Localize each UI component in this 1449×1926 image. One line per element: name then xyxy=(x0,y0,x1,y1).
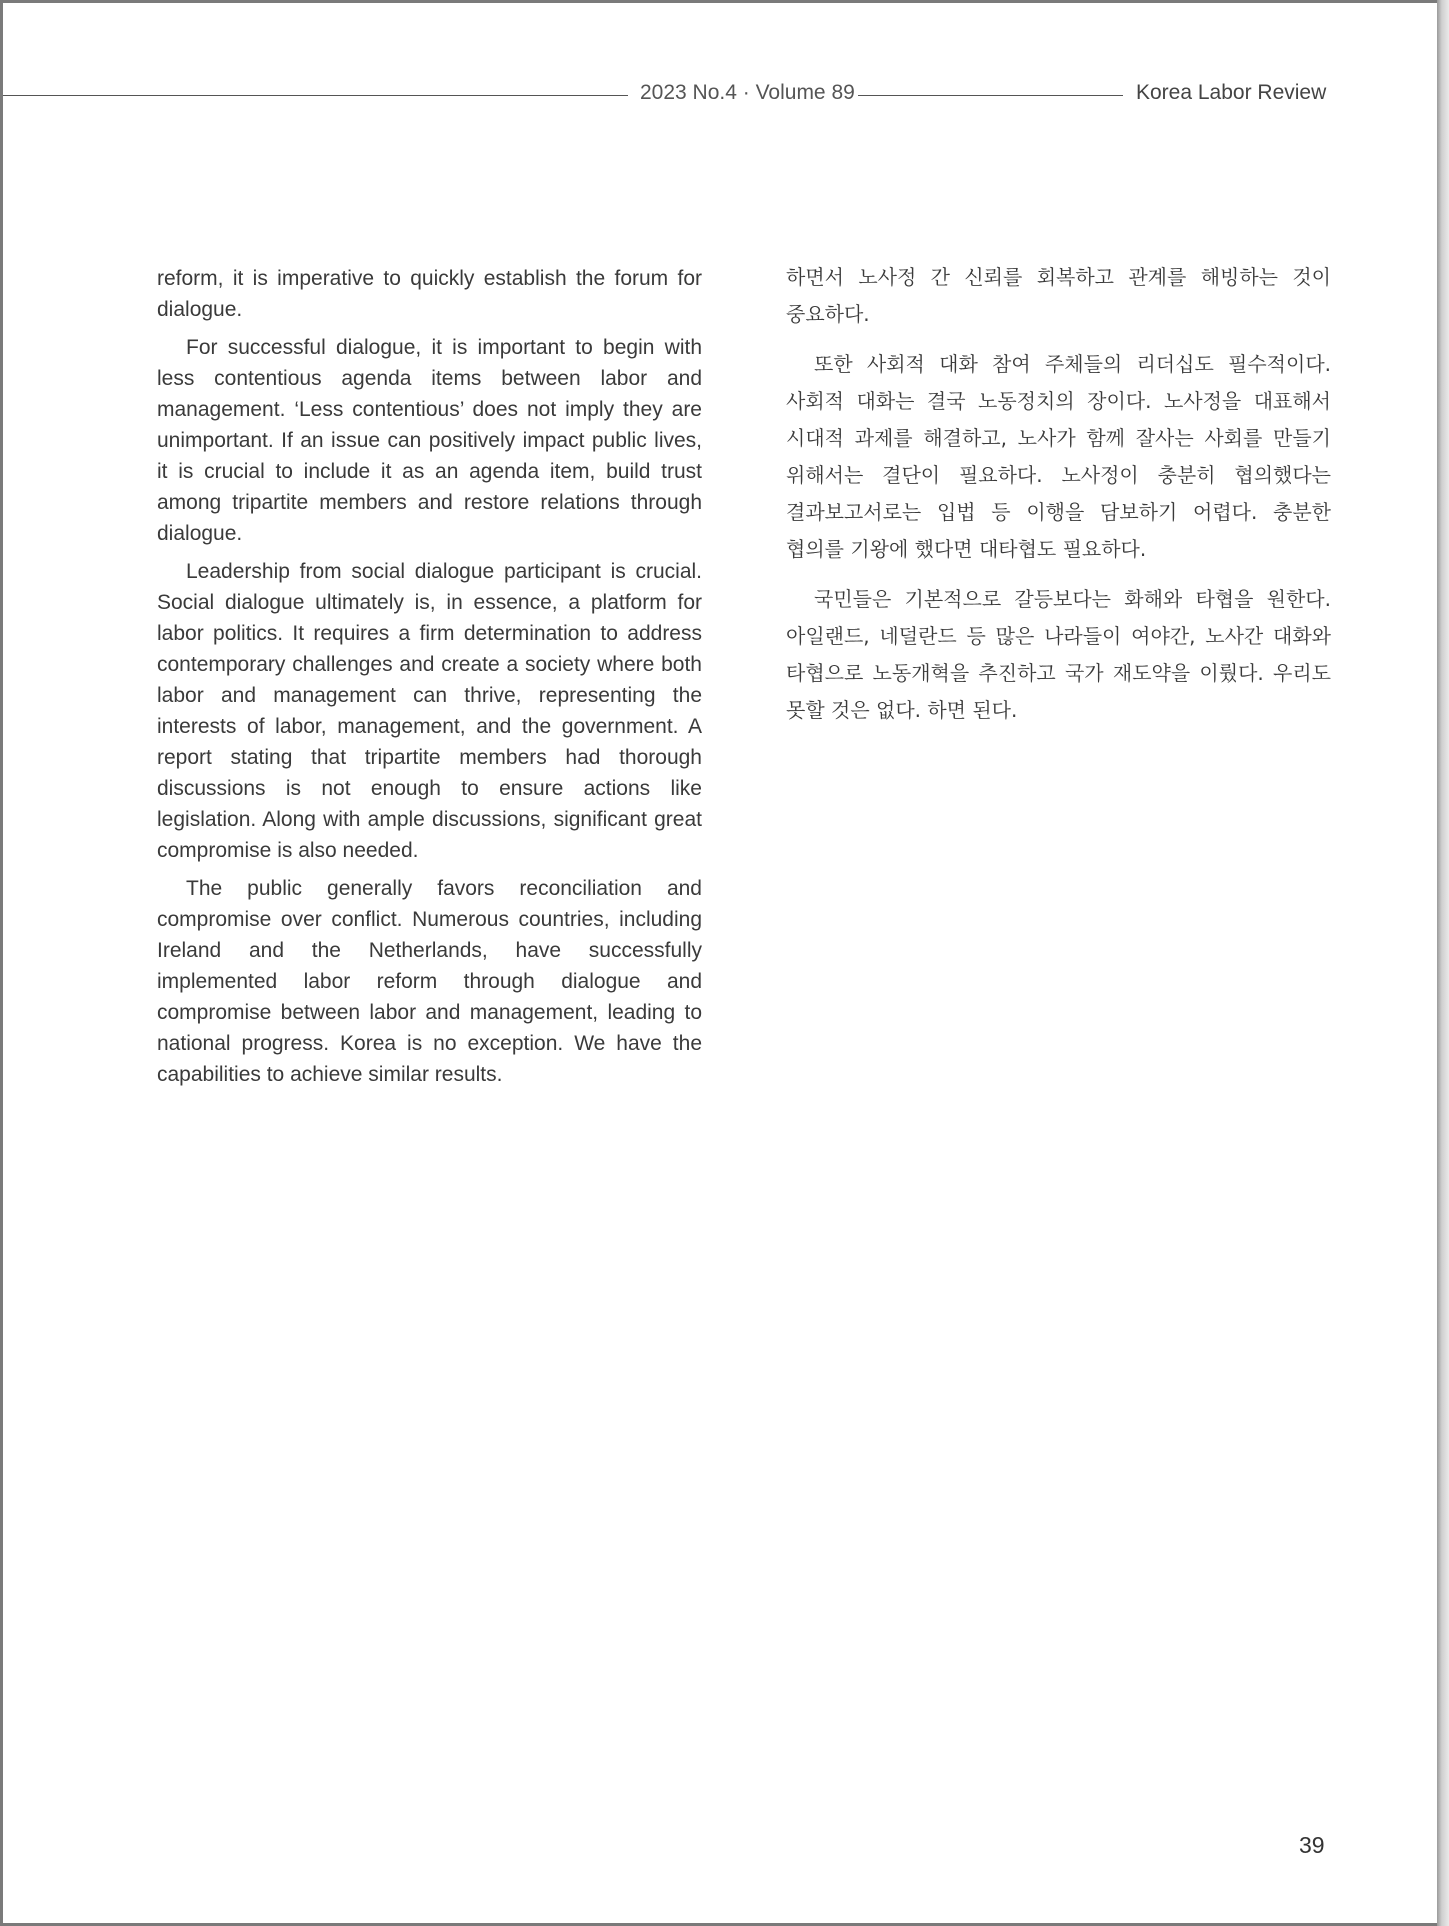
english-paragraph: reform, it is imperative to quickly establish the forum for dialogue. xyxy=(157,267,702,321)
page-edge-shadow xyxy=(1437,0,1449,1926)
english-column xyxy=(157,263,702,1097)
header-rule-right xyxy=(858,95,1123,96)
korean-paragraph: 국민들은 기본적으로 갈등보다는 화해와 타협을 원한다. 아일랜드, 네덜란드 등 많은 나라들이 여야간, 노사간 대화와 타협으로 노동개혁을 추진하고 국가 재도약을 이뤘다. 우리도 못할 것은 없다. 하면 된다. xyxy=(786,587,1331,722)
english-paragraph: For successful dialogue, it is important to begin with less contentious agenda items between labor and management. ‘Less contentious’ does not imply they are unimportant. If an issue can positively impact public lives, it is crucial to include it as an agenda item, build trust among tripartite members and restore relations through dialogue. xyxy=(157,336,702,545)
page-number: 39 xyxy=(1299,1832,1325,1858)
korean-paragraph: 또한 사회적 대화 참여 주체들의 리더십도 필수적이다. 사회적 대화는 결국 노동정치의 장이다. 노사정을 대표해서 시대적 과제를 해결하고, 노사가 함께 잘사는 사회를 만들기 위해서는 결단이 필요하다. 노사정이 충분히 협의했다는 결과보고서로는 입법 등 이행을 담보하기 어렵다. 충분한 협의를 기왕에 했다면 대타협도 필요하다. xyxy=(786,352,1331,561)
running-header xyxy=(3,81,1333,109)
header-rule-left xyxy=(3,95,628,96)
english-paragraph: The public generally favors reconciliation and compromise over conflict. Numerous countries, including Ireland and the Netherlands, have successfully implemented labor reform through dialogue and compromise between labor and management, leading to national progress. Korea is no exception. We have the capabilities to achieve similar results. xyxy=(157,877,702,1086)
korean-paragraph: 하면서 노사정 간 신뢰를 회복하고 관계를 해빙하는 것이 중요하다. xyxy=(786,265,1331,326)
issue-label: 2023 No.4 · Volume 89 xyxy=(640,81,855,104)
journal-title: Korea Labor Review xyxy=(1136,81,1327,104)
korean-column xyxy=(786,259,1331,742)
english-paragraph: Leadership from social dialogue participant is crucial. Social dialogue ultimately is, in essence, a platform for labor politics. It requires a firm determination to address contemporary challenges and create a society where both labor and management can thrive, representing the interests of labor, management, and the government. A report stating that tripartite members had thorough discussions is not enough to ensure actions like legislation. Along with ample discussions, significant great compromise is also needed. xyxy=(157,560,702,862)
